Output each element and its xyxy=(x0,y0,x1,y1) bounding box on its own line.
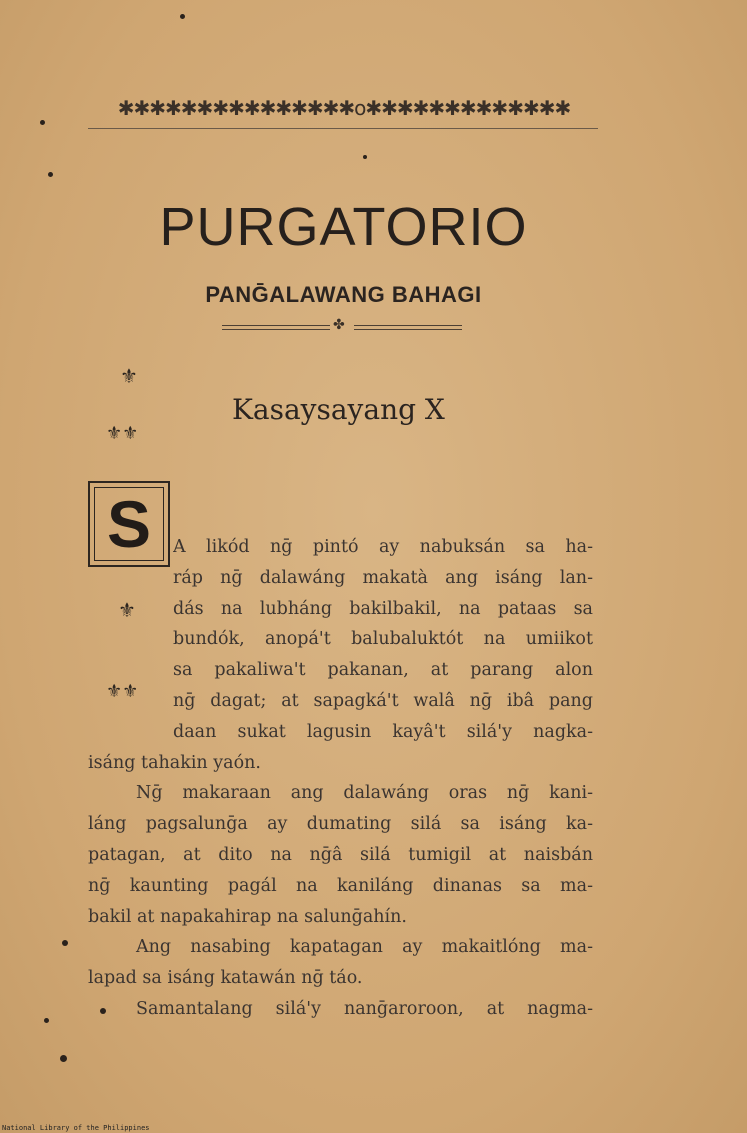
page-title: PURGATORIO xyxy=(159,197,528,257)
text-line: ráp nḡ dalawáng makatà ang isáng lan- xyxy=(173,567,593,588)
text-line: A likód nḡ pintó ay nabuksán sa ha- xyxy=(173,537,593,557)
text-line: nḡ kaunting pagál na kaniláng dinanas sa ma- xyxy=(88,875,593,896)
scan-speck xyxy=(62,940,68,946)
drop-cap-letter: S xyxy=(94,487,164,561)
divider-flower-icon: ✤ xyxy=(333,317,345,333)
scan-speck xyxy=(48,172,53,177)
text-line: daan sukat lagusin kayâ't silá'y nagka- xyxy=(173,721,593,742)
body-text xyxy=(88,532,593,1025)
fleuron-icon: ⚜⚜ xyxy=(106,423,139,444)
text-line: Nḡ makaraan ang dalawáng oras nḡ kani- xyxy=(136,783,593,804)
scan-speck xyxy=(40,120,45,125)
text-line: patagan, at dito na nḡâ silá tumigil at naisbán xyxy=(88,844,593,865)
text-line: dás na lubháng bakilbakil, na pataas sa xyxy=(173,598,593,619)
fleuron-icon: ⚜ xyxy=(118,598,136,622)
text-line: isáng tahakin yaón. xyxy=(88,752,261,773)
text-line: lapad sa isáng katawán nḡ táo. xyxy=(88,968,363,989)
star-border-ornament: ✱✱✱✱✱✱✱✱✱✱✱✱✱✱✱o✱✱✱✱✱✱✱✱✱✱✱✱✱ xyxy=(117,96,571,120)
text-line: bakil at napakahirap na salunḡahín. xyxy=(88,906,407,927)
text-line: nḡ dagat; at sapagká't walâ nḡ ibâ pang xyxy=(173,690,593,711)
scan-speck xyxy=(363,155,367,159)
page-subtitle: PANḠALAWANG BAHAGI xyxy=(205,282,482,307)
header-rule xyxy=(88,128,598,129)
text-line: láng pagsalunḡa ay dumating silá sa isáng ka- xyxy=(88,814,593,835)
library-watermark: National Library of the Philippines xyxy=(2,1124,150,1132)
text-line: sa pakaliwa't pakanan, at parang alon xyxy=(173,660,593,681)
fleuron-icon: ⚜ xyxy=(120,364,138,388)
title-divider xyxy=(222,317,462,336)
chapter-heading: Kasaysayang X xyxy=(232,393,445,426)
scan-speck xyxy=(180,14,185,19)
scan-speck xyxy=(60,1055,67,1062)
text-line: bundók, anopá't balubaluktót na umiikot xyxy=(173,629,593,650)
text-line: Samantalang silá'y nanḡaroroon, at nagma- xyxy=(136,998,593,1019)
scan-speck xyxy=(44,1018,49,1023)
text-line: Ang nasabing kapatagan ay makaitlóng ma- xyxy=(136,937,593,958)
fleuron-icon: ⚜⚜ xyxy=(106,681,139,702)
scan-speck xyxy=(100,1008,106,1014)
